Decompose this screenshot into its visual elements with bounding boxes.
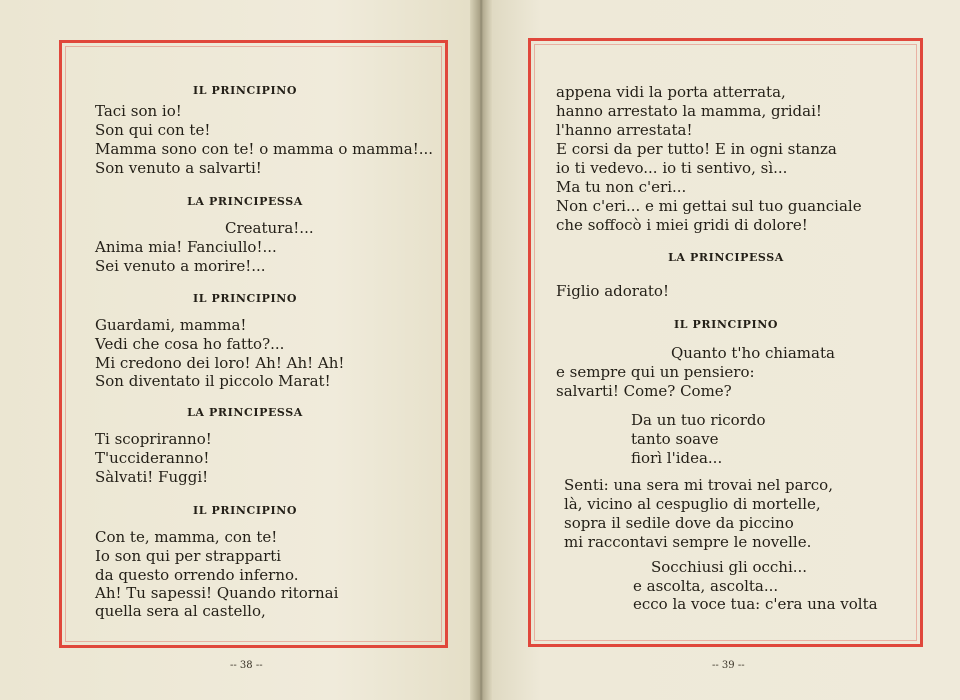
speaker-heading: IL PRINCIPINO (192, 504, 298, 517)
verse-line: quella sera al castello, (95, 602, 266, 620)
book-gutter (470, 0, 492, 700)
verse-line: mi raccontavi sempre le novelle. (564, 533, 812, 551)
verse-line: Son diventato il piccolo Marat! (95, 372, 331, 390)
verse-line: sopra il sedile dove da piccino (564, 514, 794, 532)
verse-line: Son venuto a salvarti! (95, 159, 262, 177)
verse-line: Senti: una sera mi trovai nel parco, (564, 476, 833, 494)
verse-line: Ti scopriranno! (95, 430, 212, 448)
speaker-heading: LA PRINCIPESSA (187, 406, 303, 419)
verse-line: Mi credono dei loro! Ah! Ah! Ah! (95, 354, 345, 372)
verse-line: Guardami, mamma! (95, 316, 247, 334)
page-number: -- 38 -- (230, 660, 263, 671)
verse-line: Da un tuo ricordo (631, 411, 766, 429)
speaker-heading: IL PRINCIPINO (192, 84, 298, 97)
verse-line: Taci son io! (95, 102, 182, 120)
verse-line: Sei venuto a morire!... (95, 257, 266, 275)
verse-line: Figlio adorato! (556, 282, 669, 300)
verse-line: Io son qui per strapparti (95, 547, 282, 565)
verse-line: che soffocò i miei gridi di dolore! (556, 216, 808, 234)
verse-line: e ascolta, ascolta... (633, 577, 779, 595)
verse-line: io ti vedevo... io ti sentivo, sì... (556, 159, 788, 177)
verse-line: Sàlvati! Fuggi! (95, 468, 209, 486)
verse-line: Creatura!... (225, 219, 314, 237)
verse-line: tanto soave (631, 430, 719, 448)
verse-line: da questo orrendo inferno. (95, 566, 299, 584)
verse-line: là, vicino al cespuglio di mortelle, (564, 495, 821, 513)
verse-line: fiorì l'idea... (631, 449, 723, 467)
page-number: -- 39 -- (712, 660, 745, 671)
verse-line: Vedi che cosa ho fatto?... (95, 335, 285, 353)
verse-line: Con te, mamma, con te! (95, 528, 278, 546)
verse-line: Mamma sono con te! o mamma o mamma!... (95, 140, 434, 158)
verse-line: e sempre qui un pensiero: (556, 363, 755, 381)
verse-line: T'uccideranno! (95, 449, 210, 467)
verse-line: Non c'eri... e mi gettai sul tuo guanciale (556, 197, 862, 215)
verse-line: Ah! Tu sapessi! Quando ritornai (95, 584, 339, 602)
verse-line: l'hanno arrestata! (556, 121, 693, 139)
verse-line: Anima mia! Fanciullo!... (95, 238, 277, 256)
verse-line: appena vidi la porta atterrata, (556, 83, 786, 101)
verse-line: salvarti! Come? Come? (556, 382, 732, 400)
speaker-heading: LA PRINCIPESSA (187, 195, 303, 208)
verse-line: Ma tu non c'eri... (556, 178, 687, 196)
verse-line: ecco la voce tua: c'era una volta (633, 595, 878, 613)
verse-line: Son qui con te! (95, 121, 211, 139)
speaker-heading: IL PRINCIPINO (192, 292, 298, 305)
verse-line: E corsi da per tutto! E in ogni stanza (556, 140, 837, 158)
speaker-heading: IL PRINCIPINO (673, 318, 779, 331)
verse-line: hanno arrestato la mamma, gridai! (556, 102, 822, 120)
speaker-heading: LA PRINCIPESSA (668, 251, 784, 264)
verse-line: Quanto t'ho chiamata (671, 344, 835, 362)
verse-line: Socchiusi gli occhi... (651, 558, 808, 576)
